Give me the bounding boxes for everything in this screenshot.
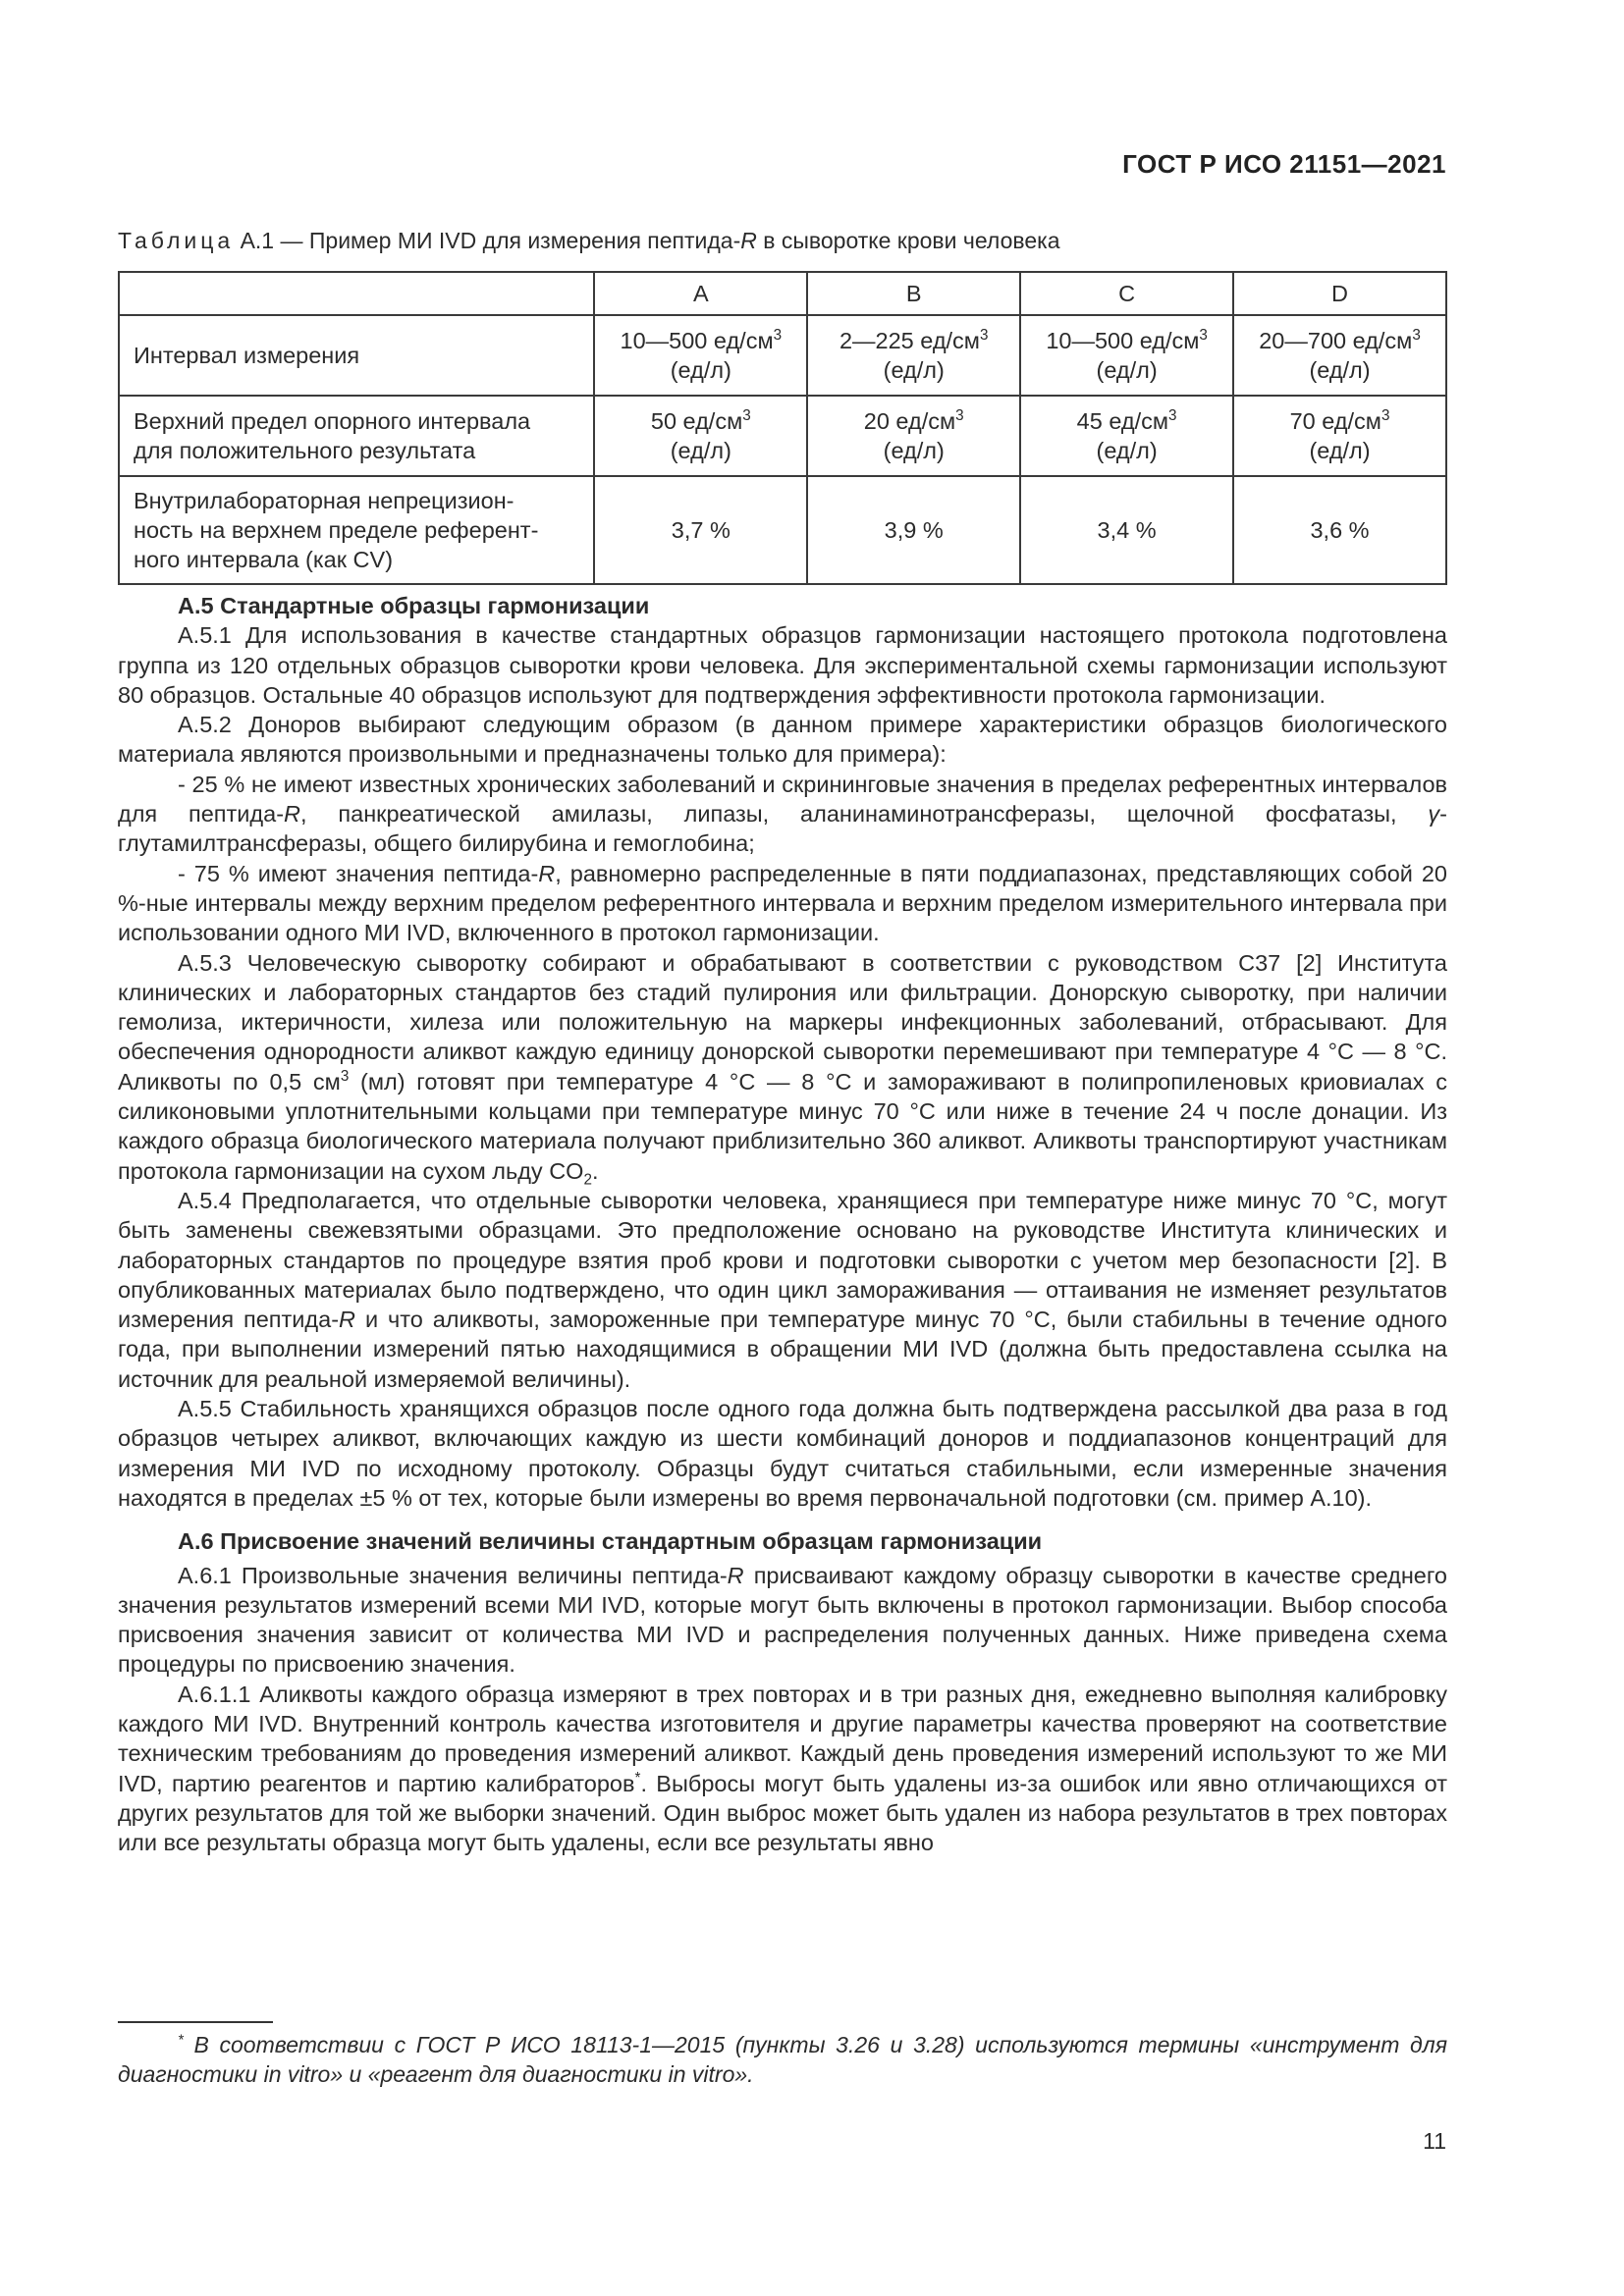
document-code: ГОСТ Р ИСО 21151—2021: [1122, 149, 1446, 179]
table-cell: 45 $ед/см^3$ (ед/л): [1020, 396, 1233, 476]
table-row: [119, 315, 1446, 396]
table-caption: Таблица А.1 — Пример МИ IVD для измерения пептида-R в сыворотке крови человека: [118, 228, 1060, 253]
column-header-a: А: [594, 272, 807, 315]
footnote: * В соответствии с ГОСТ Р ИСО 18113-1—2015 (пункты 3.26 и 3.28) используются термины «инструмент для диагностики in vitro» и «реагент для диагностики in vitro».: [118, 2031, 1447, 2087]
column-header-b: В: [807, 272, 1020, 315]
paragraph-a5-2-item-2: - 75 % имеют значения пептида-R, равномерно распределенные в пяти поддиапазонах, представляющих собой 20 %-ные интервалы между верхним пределом референтного интервала и верхним пределом измерительного интервала при использовании одного МИ IVD, включенного в протокол гармонизации.: [118, 860, 1447, 946]
section-heading-a6: А.6 Присвоение значений величины стандартным образцам гармонизации: [178, 1528, 1043, 1555]
table-cell: 3,7 %: [594, 476, 807, 584]
table-cell: 2—225 $ед/см^3$ (ед/л): [807, 315, 1020, 396]
row-label-imprecision: Внутрилабораторная непрецизион- ность на верхнем пределе референт- ного интервала (как CV): [119, 476, 594, 584]
table-header-row: [119, 272, 1446, 315]
column-header-c: С: [1020, 272, 1233, 315]
table-cell: 70 $ед/см^3$ (ед/л): [1233, 396, 1446, 476]
paragraph-a6-1: А.6.1 Произвольные значения величины пептида-R присваивают каждому образцу сыворотки в качестве среднего значения результатов измерений всеми МИ IVD, которые могут быть включены в протокол гармонизации. Выбор способа присвоения значения зависит от количества МИ IVD и распределения полученных данных. Ниже приведена схема процедуры по присвоению значения.: [118, 1562, 1448, 1678]
section-heading-a5: А.5 Стандартные образцы гармонизации: [178, 593, 650, 618]
paragraph-a5-2: А.5.2 Доноров выбирают следующим образом (в данном примере характеристики образцов биологического материала являются произвольными и предназначены только для примера):: [118, 712, 1447, 768]
table-cell: 3,6 %: [1233, 476, 1446, 584]
paragraph-a5-3: А.5.3 Человеческую сыворотку собирают и обрабатывают в соответствии с руководством С37 [2] Института клинических и лабораторных стандартов без стадий пулирония или фильтрации. Донорскую сыворотку, при наличии гемолиза, иктеричности, хилеза или положительную на маркеры инфекционных заболеваний, отбрасывают. Для обеспечения однородности аликвот каждую единицу донорской сыворотки перемешивают при температуре 4 °С — 8 °С. Аликвоты по 0,5 $см^3$ (мл) готовят при температуре 4 °С — 8 °С и замораживают в полипропиленовых криовиалах с силиконовыми уплотнительными кольцами при температуре минус 70 °С или ниже в течение 24 ч после донации. Из каждого образца биологического материала получают приблизительно 360 аликвот. Аликвоты транспортируют участникам протокола гармонизации на сухом льду $CO_2$.: [118, 949, 1447, 1189]
footnote-marker: *: [178, 2031, 184, 2049]
table-cell: 50 $ед/см^3$ (ед/л): [594, 396, 807, 476]
table-cell: 3,4 %: [1020, 476, 1233, 584]
page-number: 11: [1423, 2128, 1446, 2154]
paragraph-a5-4: А.5.4 Предполагается, что отдельные сыворотки человека, хранящиеся при температуре ниже минус 70 °С, могут быть заменены свежевзятыми образцами. Это предположение основано на руководстве Института клинических и лабораторных стандартов по процедуре взятия проб крови и подготовки сыворотки с учетом мер безопасности [2]. В опубликованных материалах было подтверждено, что один цикл замораживания — оттаивания не изменяет результатов измерения пептида-R и что аликвоты, замороженные при температуре минус 70 °С, были стабильны в течение одного года, при выполнении измерений пятью находящимися в обращении МИ IVD (должна быть предоставлена ссылка на источник для реальной измеряемой величины).: [118, 1187, 1447, 1392]
paragraph-a5-1: А.5.1 Для использования в качестве стандартных образцов гармонизации настоящего протокола подготовлена группа из 120 отдельных образцов сыворотки крови человека. Для экспериментальной схемы гармонизации используют 80 образцов. Остальные 40 образцов используют для подтверждения эффективности протокола гармонизации.: [118, 622, 1447, 708]
measurement-table: [118, 271, 1447, 585]
table-cell: 20 $ед/см^3$ (ед/л): [807, 396, 1020, 476]
column-header-d: D: [1233, 272, 1446, 315]
paragraph-a6-1-1: А.6.1.1 Аликвоты каждого образца измеряют в трех повторах и в три разных дня, ежедневно выполняя калибровку каждого МИ IVD. Внутренний контроль качества изготовителя и другие параметры качества проверяют на соответствие техническим требованиям до проведения измерений аликвот. Каждый день проведения измерений используют то же МИ IVD, партию реагентов и партию калибраторов*. Выбросы могут быть удалены из-за ошибок или явно отличающихся от других результатов для той же выборки значений. Один выброс может быть удален из набора результатов в трех повторах или все результаты образца могут быть удалены, если все результаты явно: [118, 1681, 1447, 1856]
header-empty-cell: [119, 272, 594, 315]
table-cell: 10—500 $ед/см^3$ (ед/л): [594, 315, 807, 396]
body-text: [118, 591, 1447, 1857]
table-row: [119, 476, 1446, 584]
row-label-upper-limit: Верхний предел опорного интервала для положительного результата: [119, 396, 594, 476]
table-cell: 3,9 %: [807, 476, 1020, 584]
table-cell: 20—700 $ед/см^3$ (ед/л): [1233, 315, 1446, 396]
paragraph-a5-2-item-1: - 25 % не имеют известных хронических заболеваний и скрининговые значения в пределах референтных интервалов для пептида-R, панкреатической амилазы, липазы, аланинаминотрансферазы, щелочной фосфатазы, γ-глутамилтрансферазы, общего билирубина и гемоглобина;: [118, 771, 1447, 857]
table-cell: 10—500 $ед/см^3$ (ед/л): [1020, 315, 1233, 396]
paragraph-a5-5: А.5.5 Стабильность хранящихся образцов после одного года должна быть подтверждена рассылкой два раза в год образцов четырех аликвот, включающих каждую из шести комбинаций доноров и поддиапазонов концентраций для измерения МИ IVD по исходному протоколу. Образцы будут считаться стабильными, если измеренные значения находятся в пределах ±5 % от тех, которые были измерены во время первоначальной подготовки (см. пример А.10).: [118, 1396, 1447, 1511]
table-caption-prefix: Таблица: [118, 228, 235, 253]
row-label-measurement-interval: Интервал измерения: [119, 315, 594, 396]
table-row: [119, 396, 1446, 476]
footnote-divider: [118, 2021, 273, 2023]
